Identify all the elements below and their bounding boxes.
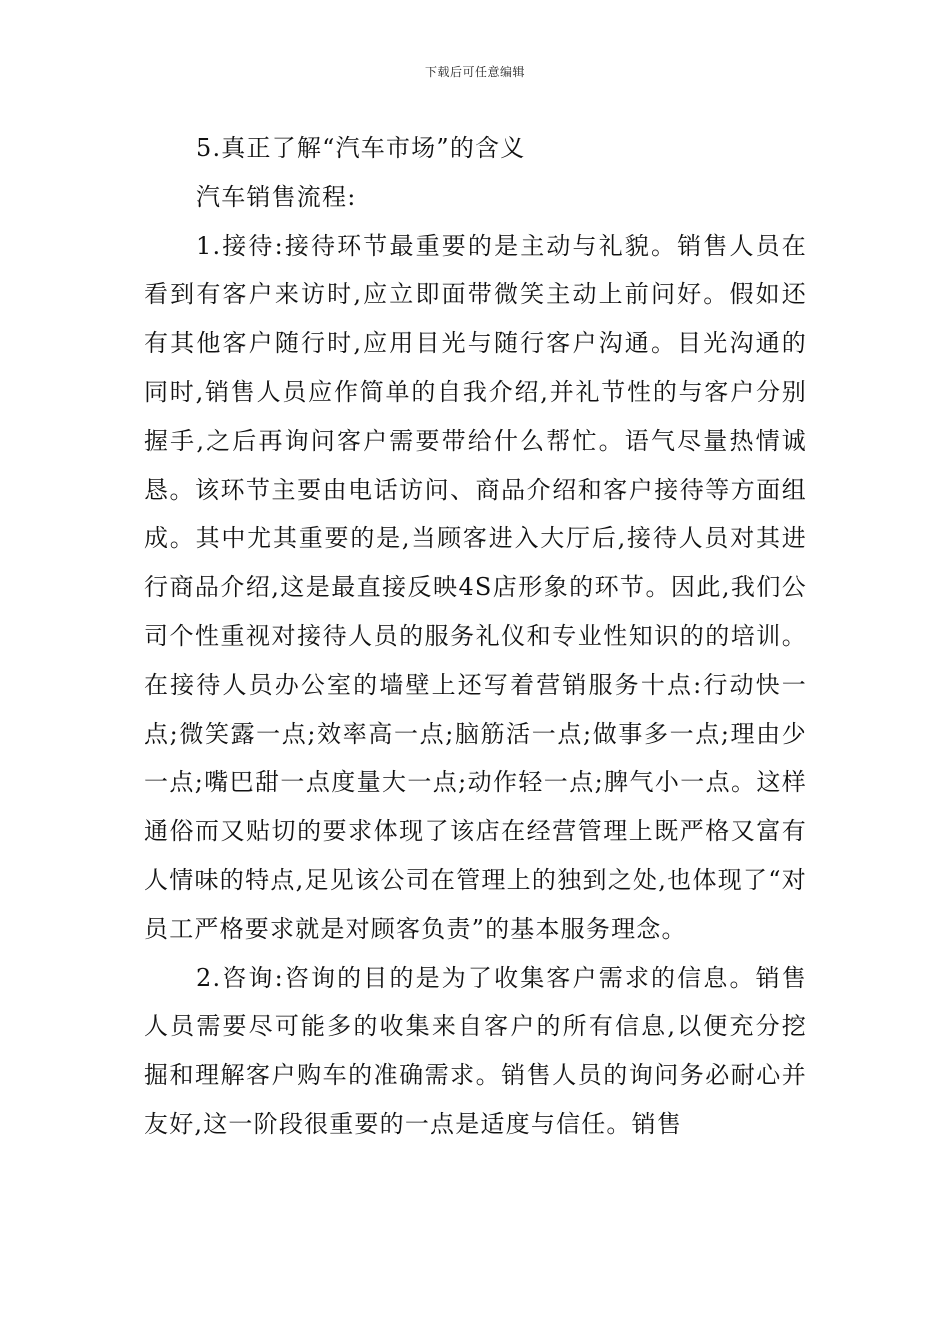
section-heading: 5.真正了解“汽车市场”的含义 bbox=[196, 134, 526, 162]
page-header: 下载后可任意编辑 bbox=[424, 65, 525, 79]
paragraph-consultation: 2.咨询:咨询的目的是为了收集客户需求的信息。销售人员需要尽可能多的收集来自客户的所有信息,以便充分挖掘和理解客户购车的准确需求。销售人员的询问务必耐心并友好,这一阶段很重要的一点是适度与信任。销售 bbox=[144, 963, 807, 1138]
document-body bbox=[144, 124, 807, 1149]
process-title: 汽车销售流程: bbox=[196, 182, 357, 211]
paragraph-reception: 1.接待:接待环节最重要的是主动与礼貌。销售人员在看到有客户来访时,应立即面带微笑主动上前问好。假如还有其他客户随行时,应用目光与随行客户沟通。目光沟通的同时,销售人员应作简单的自我介绍,并礼节性的与客户分别握手,之后再询问客户需要带给什么帮忙。语气尽量热情诚恳。该环节主要由电话访问、商品介绍和客户接待等方面组成。其中尤其重要的是,当顾客进入大厅后,接待人员对其进行商品介绍,这是最直接反映4S店形象的环节。因此,我们公司个性重视对接待人员的服务礼仪和专业性知识的的培训。在接待人员办公室的墙壁上还写着营销服务十点:行动快一点;微笑露一点;效率高一点;脑筋活一点;做事多一点;理由少一点;嘴巴甜一点度量大一点;动作轻一点;脾气小一点。这样通俗而又贴切的要求体现了该店在经营管理上既严格又富有人情味的特点,足见该公司在管理上的独到之处,也体现了“对员工严格要求就是对顾客负责”的基本服务理念。 bbox=[144, 231, 807, 943]
